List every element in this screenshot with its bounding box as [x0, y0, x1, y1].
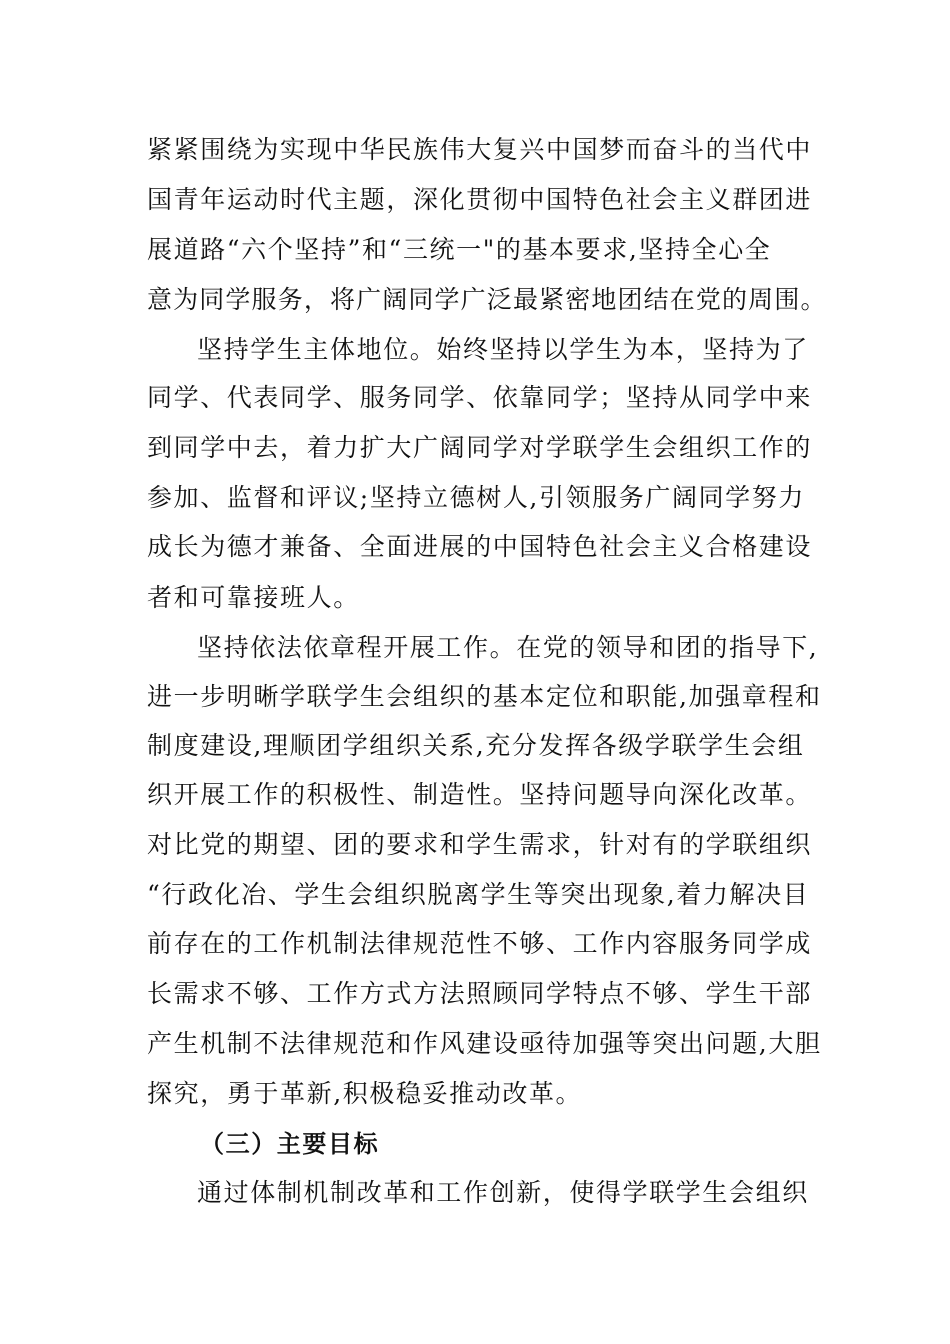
paragraph-3-line-3: 制度建设,理顺团学组织关系,充分发挥各级学联学生会组	[147, 731, 805, 760]
paragraph-2-line-2: 同学、代表同学、服务同学、依靠同学；坚持从同学中来	[147, 383, 813, 412]
paragraph-4-line-1: 通过体制机制改革和工作创新，使得学联学生会组织	[197, 1178, 809, 1207]
paragraph-1-line-2: 国青年运动时代主题，深化贯彻中国特色社会主义群团进	[147, 185, 813, 214]
paragraph-3-line-10: 探究，勇于革新,积极稳妥推动改革。	[147, 1079, 583, 1108]
paragraph-1-line-4: 意为同学服务，将广阔同学广泛最紧密地团结在党的周围。	[147, 285, 827, 314]
paragraph-3-line-5: 对比党的期望、团的要求和学生需求，针对有的学联组织	[147, 830, 813, 859]
paragraph-3-line-8: 长需求不够、工作方式方法照顾同学特点不够、学生干部	[147, 979, 813, 1008]
paragraph-2-line-3: 到同学中去，着力扩大广阔同学对学联学生会组织工作的	[147, 433, 813, 462]
paragraph-3-line-2: 进一步明晰学联学生会组织的基本定位和职能,加强章程和	[147, 682, 822, 711]
paragraph-3-line-6: “行政化冶、学生会组织脱离学生等突出现象,着力解决目	[147, 880, 810, 909]
paragraph-2-line-6: 者和可靠接班人。	[147, 583, 360, 612]
paragraph-1-line-1: 紧紧围绕为实现中华民族伟大复兴中国梦而奋斗的当代中	[147, 135, 813, 164]
paragraph-2-line-4: 参加、监督和评议;坚持立德树人,引领服务广阔同学努力	[147, 483, 805, 512]
paragraph-3-line-7: 前存在的工作机制法律规范性不够、工作内容服务同学成	[147, 929, 813, 958]
paragraph-3-line-4: 织开展工作的积极性、制造性。坚持问题导向深化改革。	[147, 780, 813, 809]
section-heading: （三）主要目标	[200, 1130, 380, 1158]
paragraph-3-line-1: 坚持依法依章程开展工作。在党的领导和团的指导下,	[197, 633, 819, 662]
paragraph-2-line-1: 坚持学生主体地位。始终坚持以学生为本，坚持为了	[197, 335, 809, 364]
paragraph-1-line-3: 展道路“六个坚持”和“三统一"的基本要求,坚持全心全	[147, 235, 772, 264]
paragraph-2-line-5: 成长为德才兼备、全面进展的中国特色社会主义合格建设	[147, 532, 813, 561]
paragraph-3-line-9: 产生机制不法律规范和作风建设亟待加强等突出问题,大胆	[147, 1029, 822, 1058]
